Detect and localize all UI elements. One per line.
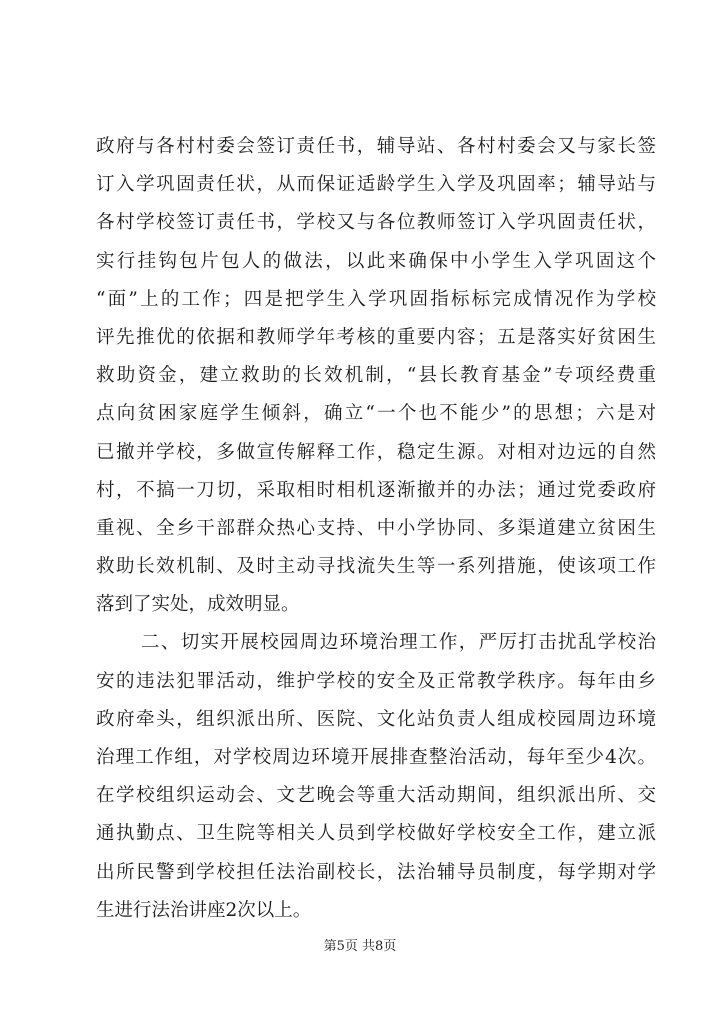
text-line: 订入学巩固责任状，从而保证适龄学生入学及巩固率；辅导站与 (96, 174, 656, 196)
text-line: 二、切实开展校园周边环境治理工作，严厉打击扰乱学校治 (141, 632, 656, 654)
text-line: 出所民警到学校担任法治副校长，法治辅导员制度，每学期对学 (96, 861, 656, 883)
document-body (96, 128, 656, 930)
text-line: 落到了实处，成效明显。 (96, 594, 300, 616)
text-line: 生进行法治讲座2次以上。 (96, 899, 312, 921)
text-line: 安的违法犯罪活动，维护学校的安全及正常教学秩序。每年由乡 (96, 670, 656, 692)
text-line: “面”上的工作；四是把学生入学巩固指标标完成情况作为学校 (96, 288, 656, 310)
page-footer: 第5页 共8页 (323, 939, 397, 954)
text-line: 村，不搞一刀切，采取相时相机逐渐撤并的办法；通过党委政府 (96, 479, 656, 501)
text-line: 救助长效机制、及时主动寻找流失生等一系列措施，使该项工作 (96, 556, 656, 578)
text-line: 点向贫困家庭学生倾斜，确立“一个也不能少”的思想；六是对 (96, 403, 656, 425)
paragraph-1 (96, 128, 656, 624)
text-line: 在学校组织运动会、文艺晚会等重大活动期间，组织派出所、交 (96, 785, 656, 807)
text-line: 通执勤点、卫生院等相关人员到学校做好学校安全工作，建立派 (96, 823, 656, 845)
text-line: 评先推优的依据和教师学年考核的重要内容；五是落实好贫困生 (96, 326, 656, 348)
text-line: 政府牵头，组织派出所、医院、文化站负责人组成校园周边环境 (96, 708, 656, 730)
text-line: 已撤并学校，多做宣传解释工作，稳定生源。对相对边远的自然 (96, 441, 656, 463)
text-line: 救助资金，建立救助的长效机制，“县长教育基金”专项经费重 (96, 365, 656, 387)
text-line: 重视、全乡干部群众热心支持、中小学协同、多渠道建立贫困生 (96, 517, 656, 539)
text-line: 政府与各村村委会签订责任书，辅导站、各村村委会又与家长签 (96, 136, 656, 157)
text-line: 实行挂钩包片包人的做法，以此来确保中小学生入学巩固这个 (96, 250, 656, 272)
paragraph-2 (96, 624, 656, 930)
text-line: 各村学校签订责任书，学校又与各位教师签订入学巩固责任状， (96, 212, 656, 234)
text-line: 治理工作组，对学校周边环境开展排查整治活动，每年至少4次。 (96, 747, 656, 768)
